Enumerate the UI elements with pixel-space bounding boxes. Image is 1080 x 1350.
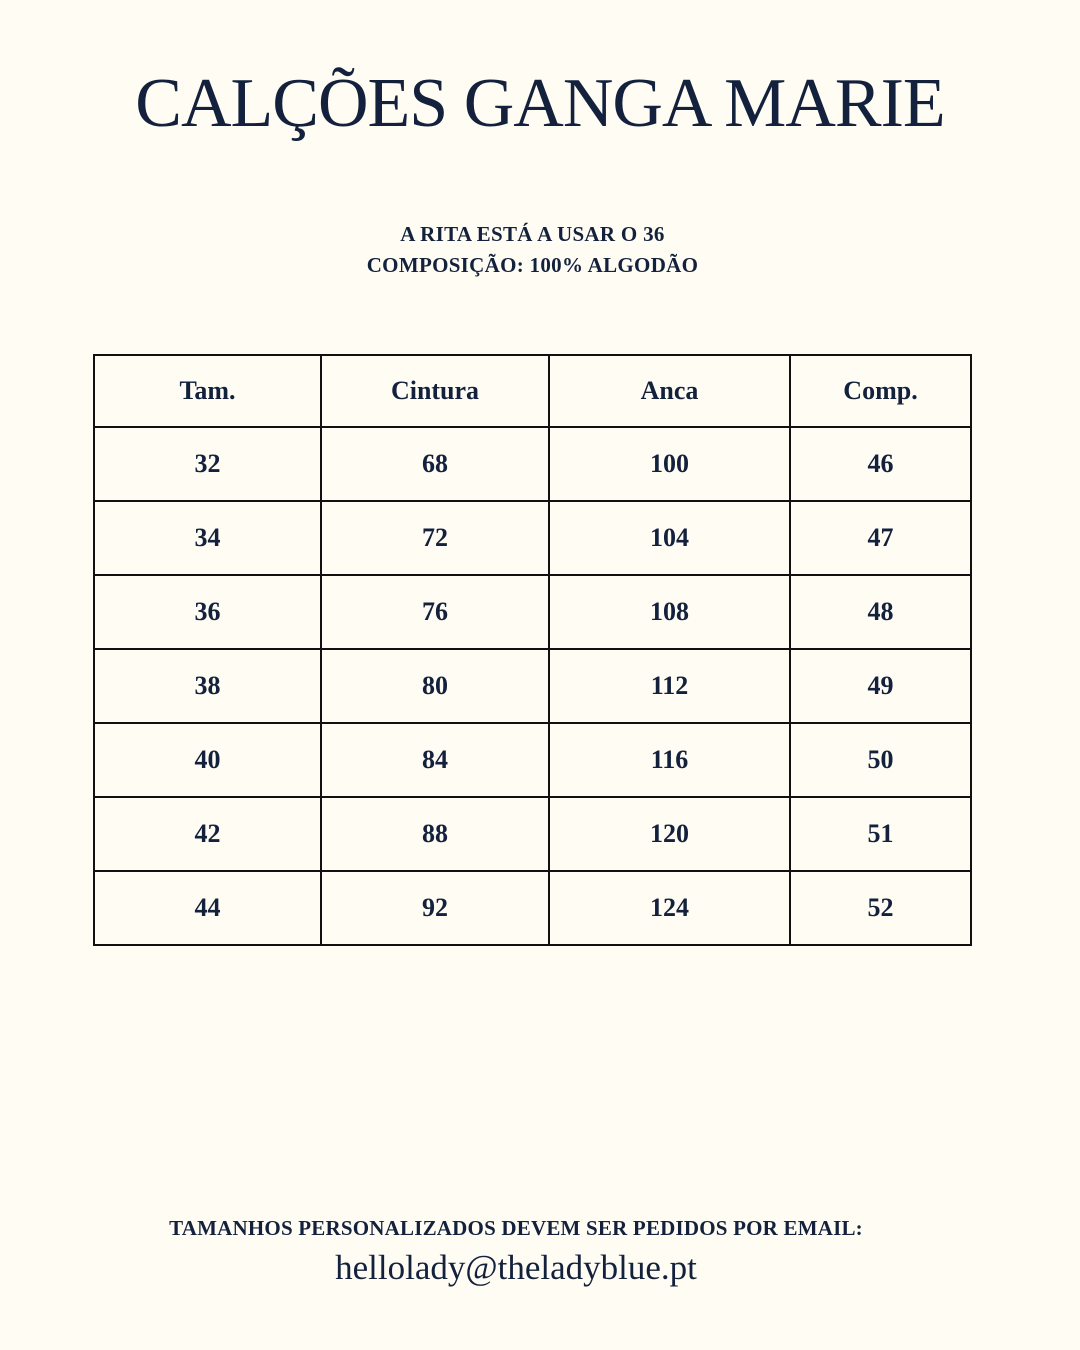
header-anca: Anca: [549, 355, 790, 427]
cell-anca: 108: [549, 575, 790, 649]
cell-tam: 42: [94, 797, 321, 871]
cell-cintura: 88: [321, 797, 549, 871]
cell-comp: 50: [790, 723, 971, 797]
cell-cintura: 80: [321, 649, 549, 723]
cell-comp: 49: [790, 649, 971, 723]
cell-cintura: 72: [321, 501, 549, 575]
table-row: [94, 501, 971, 575]
table-row: [94, 427, 971, 501]
cell-anca: 116: [549, 723, 790, 797]
cell-tam: 34: [94, 501, 321, 575]
cell-cintura: 68: [321, 427, 549, 501]
header-comp: Comp.: [790, 355, 971, 427]
header-tam: Tam.: [94, 355, 321, 427]
composition-note: COMPOSIÇÃO: 100% ALGODÃO: [366, 253, 699, 277]
cell-anca: 124: [549, 871, 790, 945]
table-row: [94, 575, 971, 649]
cell-comp: 52: [790, 871, 971, 945]
table-row: [94, 723, 971, 797]
cell-comp: 48: [790, 575, 971, 649]
cell-tam: 40: [94, 723, 321, 797]
cell-anca: 100: [549, 427, 790, 501]
cell-cintura: 84: [321, 723, 549, 797]
cell-tam: 32: [94, 427, 321, 501]
model-size-note: A RITA ESTÁ A USAR O 36: [400, 222, 665, 246]
cell-comp: 47: [790, 501, 971, 575]
table-header-row: [94, 355, 971, 427]
table-row: [94, 649, 971, 723]
cell-anca: 104: [549, 501, 790, 575]
cell-cintura: 76: [321, 575, 549, 649]
cell-tam: 44: [94, 871, 321, 945]
cell-anca: 120: [549, 797, 790, 871]
header-cintura: Cintura: [321, 355, 549, 427]
table-row: [94, 797, 971, 871]
page-title: CALÇÕES GANGA MARIE: [135, 65, 945, 142]
cell-tam: 38: [94, 649, 321, 723]
cell-anca: 112: [549, 649, 790, 723]
cell-cintura: 92: [321, 871, 549, 945]
custom-sizes-note: TAMANHOS PERSONALIZADOS DEVEM SER PEDIDOS POR EMAIL:: [169, 1216, 863, 1240]
size-table: [93, 354, 972, 946]
cell-tam: 36: [94, 575, 321, 649]
contact-email: hellolady@theladyblue.pt: [335, 1248, 697, 1287]
table-row: [94, 871, 971, 945]
cell-comp: 46: [790, 427, 971, 501]
cell-comp: 51: [790, 797, 971, 871]
